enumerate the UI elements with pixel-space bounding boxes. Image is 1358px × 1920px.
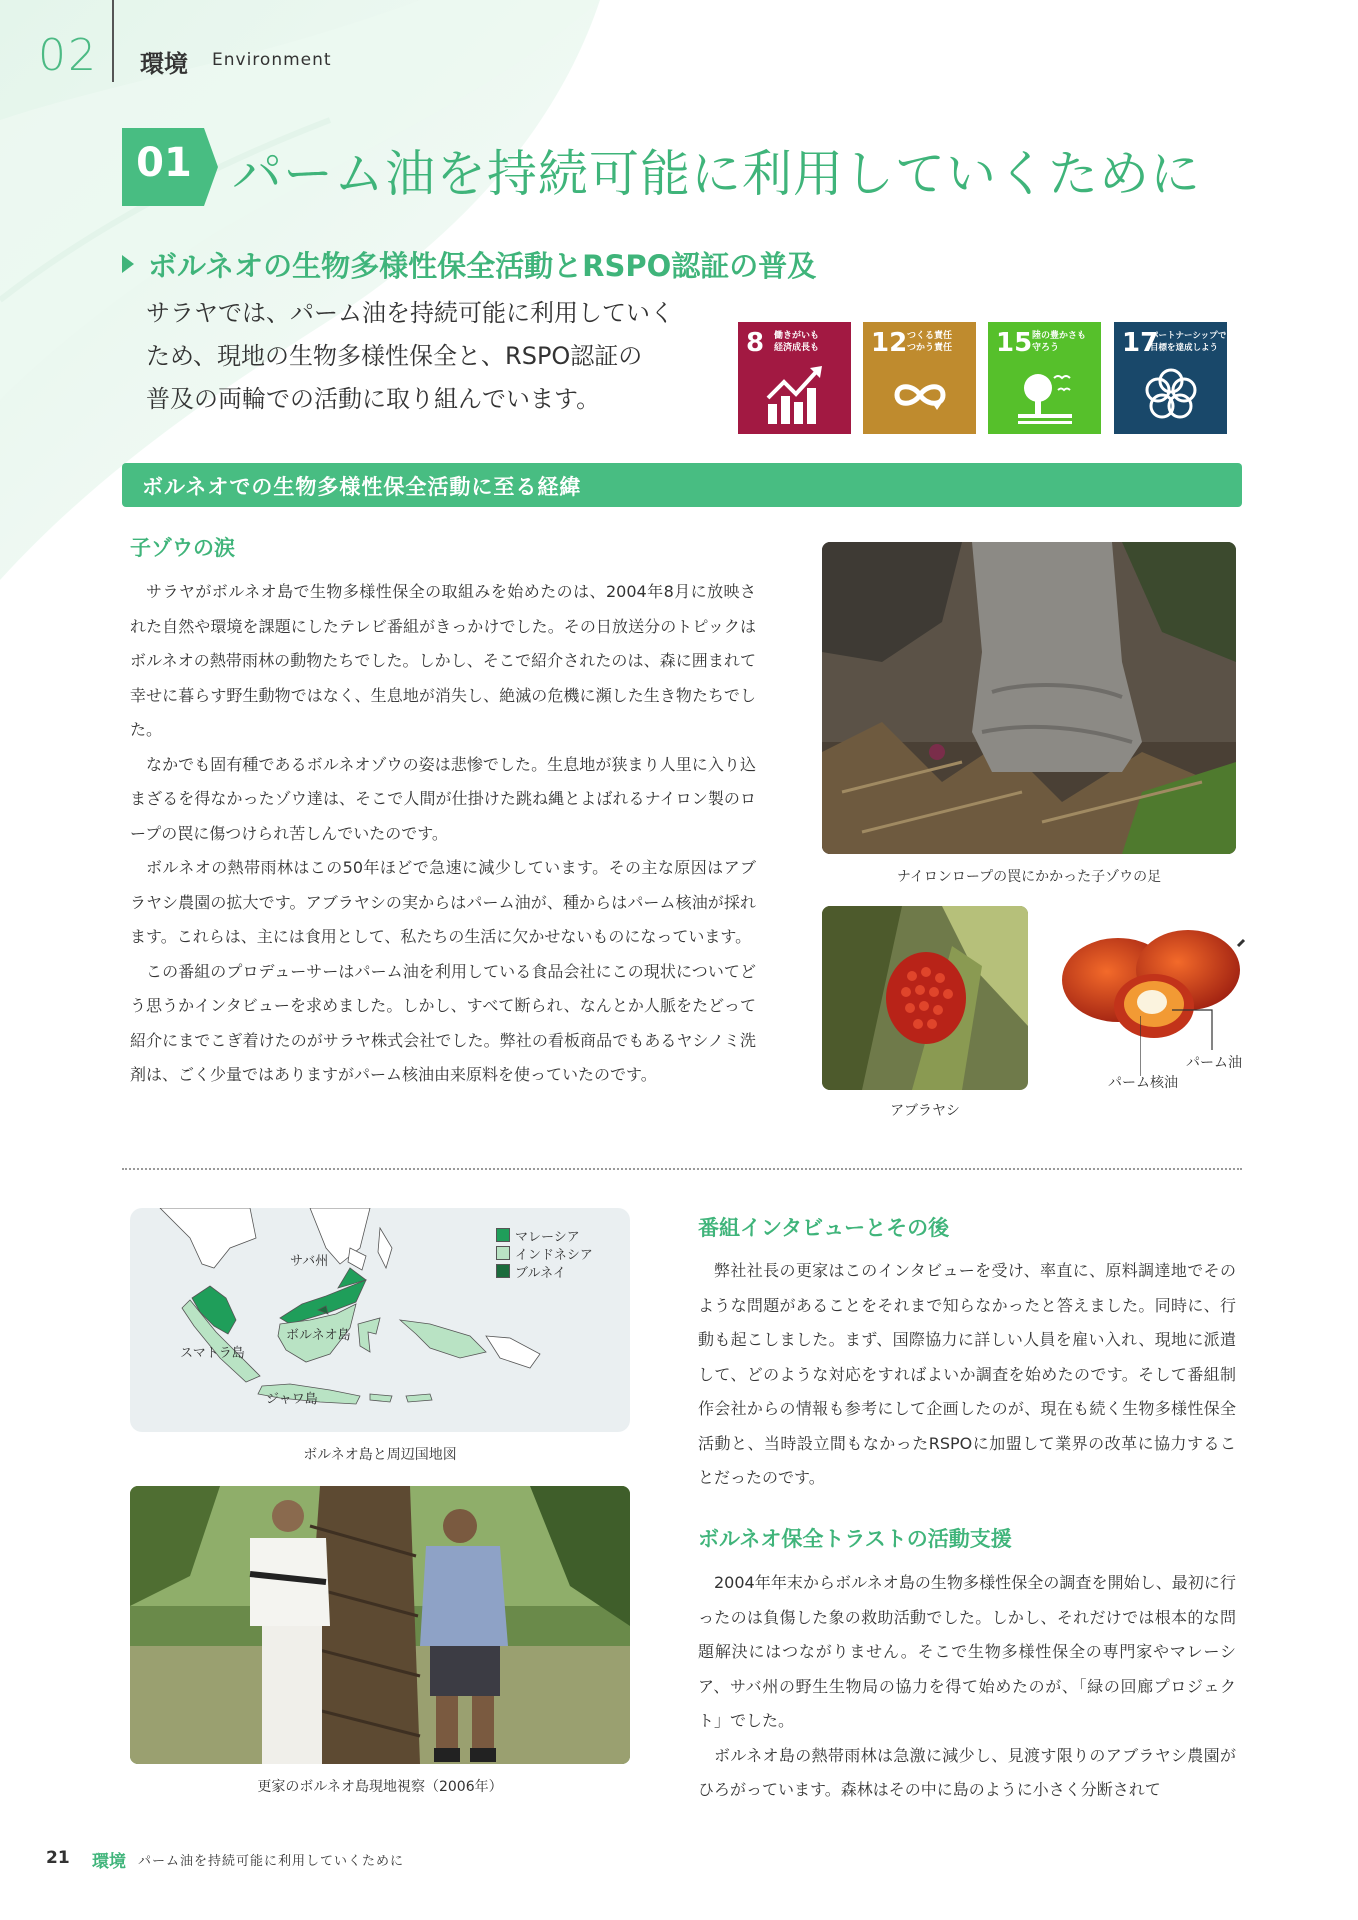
story1-body <box>130 575 756 1093</box>
sdg-goal-15-tile <box>988 322 1101 434</box>
footer-chapter: 環境 <box>92 1852 126 1872</box>
intro-line: 普及の両輪での活動に取り組んでいます。 <box>146 385 601 413</box>
sdg-goal-12-tile <box>863 322 976 434</box>
map-legend-item: インドネシア <box>496 1244 593 1263</box>
chapter-title-jp: 環境 <box>140 50 188 78</box>
story2-heading: 番組インタビューとその後 <box>698 1216 950 1240</box>
story2-body <box>698 1254 1236 1496</box>
sdg-number: 8 <box>746 328 765 358</box>
visit-photo-caption: 更家のボルネオ島現地視察（2006年） <box>257 1779 503 1795</box>
subheading <box>122 244 816 285</box>
sdg-label: パートナーシップで 目標を達成しよう <box>1150 331 1227 353</box>
page-number: 21 <box>46 1848 70 1868</box>
paragraph: この番組のプロデューサーはパーム油を利用している食品会社にこの現状についてどう思うかインタビューを求めました。しかし、すべて断られ、なんとか人脈をたどって紹介にまでこぎ着けたのがサラヤ株式会社でした。弊社の看板商品でもあるヤシノミ洗剤は、ごく少量ではありますがパーム核油由来原料を使っていたのです。 <box>130 961 756 1084</box>
section-divider <box>122 1168 1242 1170</box>
sdg-label: 陸の豊かさも 守ろう <box>1032 331 1087 353</box>
paragraph: なかでも固有種であるボルネオゾウの姿は悲惨でした。生息地が狭まり人里に入り込まざるを得なかったゾウ達は、そこで人間が仕掛けた跳ね縄とよばれるナイロン製のロープの罠に傷つけられ苦しんでいたのです。 <box>130 754 756 843</box>
sdg-label: 働きがいも 経済成長も <box>774 331 820 353</box>
sdg-goal-17-tile <box>1114 322 1227 434</box>
paragraph: 2004年年末からボルネオ島の生物多様性保全の調査を開始し、最初に行ったのは負傷した象の救助活動でした。しかし、それだけでは根本的な問題解決にはつながりません。そこで生物多様性保全の専門家やマレーシア、サバ州の野生生物局の協力を得て始めたのが、「緑の回廊プロジェクト」でした。 <box>698 1573 1236 1730</box>
field-visit-photo <box>130 1486 630 1764</box>
infinity-loop-icon <box>889 364 951 426</box>
flower-rings-icon <box>1140 364 1202 426</box>
intro-text <box>146 292 706 421</box>
map-label-java: ジャワ島 <box>266 1392 318 1407</box>
subheading-text: ボルネオの生物多様性保全活動とRSPO認証の普及 <box>148 249 817 283</box>
sdg-number: 17 <box>1122 328 1159 358</box>
borneo-map <box>130 1208 630 1432</box>
legend-swatch <box>496 1246 510 1260</box>
section-band-title: ボルネオでの生物多様性保全活動に至る経緯 <box>142 475 582 499</box>
paragraph: 弊社社長の更家はこのインタビューを受け、率直に、原料調達地でそのような問題があることをそれまで知らなかったと答えました。同時に、行動も起こしました。まず、国際協力に詳しい人員を雇い入れ、現地に派遣して、どのような対応をすればよいか調査を始めたのです。そして番組制作会社からの情報も参考にして企画したのが、現在も続く生物多様性保全活動と、当時設立間もなかったRSPOに加盟して業界の改革に協力することだったのです。 <box>698 1261 1236 1487</box>
palm-oil-label: パーム油 <box>1186 1055 1242 1071</box>
oil-palm-photo <box>822 906 1028 1090</box>
elephant-foot-photo <box>822 542 1236 854</box>
map-legend-item: マレーシア <box>496 1226 580 1245</box>
paragraph: ボルネオの熱帯雨林はこの50年ほどで急速に減少しています。その主な原因はアブラヤシ農園の拡大です。アブラヤシの実からはパーム油が、種からはパーム核油が採れます。これらは、主には食用として、私たちの生活に欠かせないものになっています。 <box>130 858 756 946</box>
sdg-number: 12 <box>871 328 908 358</box>
paragraph: ボルネオ島の熱帯雨林は急激に減少し、見渡す限りのアブラヤシ農園がひろがっています。森林はその中に島のように小さく分断されて <box>698 1745 1236 1799</box>
tree-birds-icon <box>1014 364 1076 426</box>
palm-photo-caption: アブラヤシ <box>890 1103 960 1119</box>
legend-swatch <box>496 1228 510 1242</box>
chapter-number: 02 <box>38 30 98 81</box>
section-band <box>122 463 1242 507</box>
elephant-photo-caption: ナイロンロープの罠にかかった子ゾウの足 <box>896 869 1162 885</box>
map-caption: ボルネオ島と周辺国地図 <box>303 1447 457 1463</box>
intro-line: ため、現地の生物多様性保全と、RSPO認証の <box>146 342 643 370</box>
map-label-sabah: サバ州 <box>290 1254 329 1269</box>
triangle-bullet-icon <box>122 255 134 273</box>
map-label-borneo: ボルネオ島 <box>286 1328 351 1343</box>
chapter-divider <box>112 0 114 82</box>
paragraph: サラヤがボルネオ島で生物多様性保全の取組みを始めたのは、2004年8月に放映された自然や環境を課題にしたテレビ番組がきっかけでした。その日放送分のトピックはボルネオの熱帯雨林の動物たちでした。しかし、そこで紹介されたのは、森に囲まれて幸せに暮らす野生動物ではなく、生息地が消失し、絶滅の危機に瀕した生き物たちでした。 <box>130 582 756 739</box>
story3-body <box>698 1566 1236 1808</box>
section-title: パーム油を持続可能に利用していくために <box>232 145 1201 203</box>
sdg-number: 15 <box>996 328 1033 358</box>
footer-title: パーム油を持続可能に利用していくために <box>138 1854 405 1869</box>
growth-chart-icon <box>764 364 826 426</box>
map-label-sumatra: スマトラ島 <box>180 1346 245 1361</box>
story1-heading: 子ゾウの涙 <box>130 536 235 560</box>
sdg-goal-8-tile <box>738 322 851 434</box>
map-legend-item: ブルネイ <box>496 1262 566 1281</box>
intro-line: サラヤでは、パーム油を持続可能に利用していく <box>146 299 674 327</box>
sdg-label: つくる責任 つかう責任 <box>907 331 953 353</box>
legend-swatch <box>496 1264 510 1278</box>
section-number: 01 <box>136 140 192 186</box>
story3-heading: ボルネオ保全トラストの活動支援 <box>698 1527 1012 1551</box>
chapter-title-en: Environment <box>212 50 332 70</box>
palm-kernel-oil-label: パーム核油 <box>1108 1075 1178 1091</box>
